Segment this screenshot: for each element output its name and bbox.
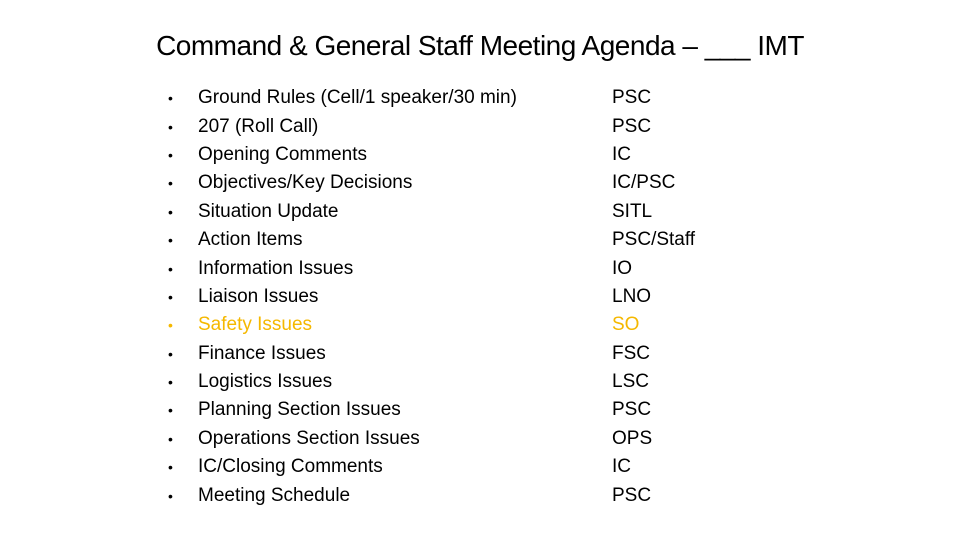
agenda-row xyxy=(168,169,728,197)
agenda-row xyxy=(168,226,728,254)
bullet-icon: • xyxy=(168,487,173,504)
bullet-icon: • xyxy=(168,146,173,163)
bullet-icon: • xyxy=(168,374,173,391)
agenda-item-owner: PSC/Staff xyxy=(612,229,696,251)
agenda-item-label: Finance Issues xyxy=(198,342,326,364)
agenda-item-owner: PSC xyxy=(612,115,652,137)
agenda-row xyxy=(168,425,728,453)
agenda-row xyxy=(168,198,728,226)
bullet-icon: • xyxy=(168,288,173,305)
agenda-item-label: Situation Update xyxy=(198,200,339,222)
agenda-item-owner: LNO xyxy=(612,285,652,307)
agenda-item-owner: LSC xyxy=(612,371,649,393)
agenda-item-owner: IC xyxy=(612,143,631,165)
agenda-item-label: Opening Comments xyxy=(198,143,367,165)
agenda-row xyxy=(168,481,728,509)
agenda-item-owner: PSC xyxy=(612,87,652,109)
bullet-icon: • xyxy=(168,459,173,476)
agenda-row xyxy=(168,368,728,396)
agenda-item-owner: PSC xyxy=(612,484,652,506)
agenda-item-label: Logistics Issues xyxy=(198,371,333,393)
agenda-list xyxy=(168,84,728,510)
agenda-item-owner: PSC xyxy=(612,399,652,421)
bullet-icon: • xyxy=(168,90,173,107)
agenda-row xyxy=(168,112,728,140)
agenda-item-label: Safety Issues xyxy=(198,314,313,336)
agenda-row xyxy=(168,254,728,282)
agenda-row xyxy=(168,311,728,339)
agenda-item-owner: IC xyxy=(612,456,631,478)
bullet-icon: • xyxy=(168,345,173,362)
agenda-item-label: IC/Closing Comments xyxy=(198,456,383,478)
bullet-icon: • xyxy=(168,232,173,249)
bullet-icon: • xyxy=(168,430,173,447)
agenda-item-owner: OPS xyxy=(612,427,653,449)
agenda-row xyxy=(168,84,728,112)
bullet-icon: • xyxy=(168,402,173,419)
agenda-item-label: Action Items xyxy=(198,229,303,251)
agenda-row xyxy=(168,396,728,424)
bullet-icon: • xyxy=(168,118,173,135)
bullet-icon: • xyxy=(168,203,173,220)
agenda-row xyxy=(168,453,728,481)
bullet-icon: • xyxy=(168,260,173,277)
agenda-item-label: Liaison Issues xyxy=(198,285,319,307)
bullet-icon: • xyxy=(168,175,173,192)
agenda-item-label: Planning Section Issues xyxy=(198,399,401,421)
agenda-item-owner: IC/PSC xyxy=(612,172,676,194)
agenda-row xyxy=(168,283,728,311)
agenda-item-label: Meeting Schedule xyxy=(198,484,351,506)
agenda-item-label: Information Issues xyxy=(198,257,354,279)
agenda-row xyxy=(168,340,728,368)
agenda-item-label: Objectives/Key Decisions xyxy=(198,172,413,194)
agenda-item-owner: SO xyxy=(612,314,640,336)
agenda-item-owner: SITL xyxy=(612,200,653,222)
agenda-row xyxy=(168,141,728,169)
bullet-icon: • xyxy=(168,317,173,334)
slide-title: Command & General Staff Meeting Agenda – ___ IMT xyxy=(156,30,804,61)
agenda-item-owner: FSC xyxy=(612,342,650,364)
agenda-item-label: 207 (Roll Call) xyxy=(198,115,319,137)
agenda-item-owner: IO xyxy=(612,257,633,279)
agenda-item-label: Operations Section Issues xyxy=(198,427,420,449)
agenda-item-label: Ground Rules (Cell/1 speaker/30 min) xyxy=(198,87,517,109)
